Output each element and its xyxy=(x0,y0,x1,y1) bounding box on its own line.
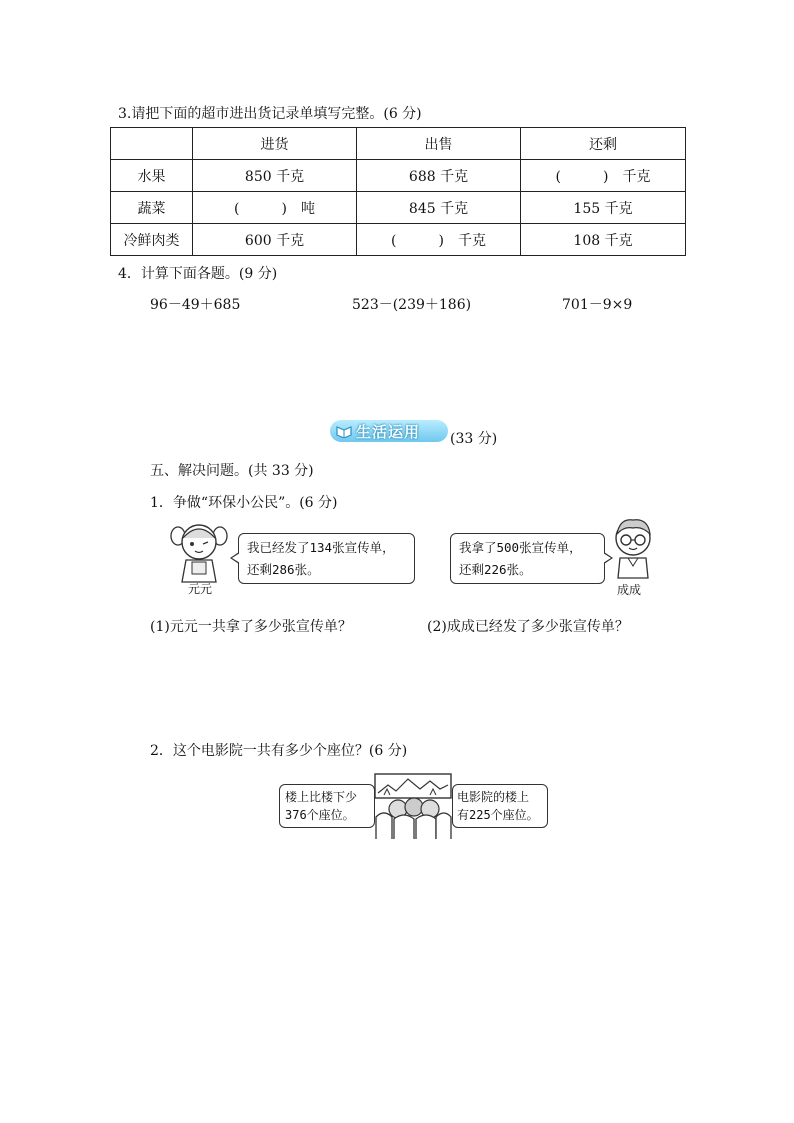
expression-2: 523－(239＋186) xyxy=(352,297,472,313)
book-icon xyxy=(336,424,352,438)
table-cell: 850 千克 xyxy=(193,160,357,192)
q4-title: 4．计算下面各题。(9 分) xyxy=(118,266,278,282)
section-heading: 五、解决问题。(共 33 分) xyxy=(150,463,314,479)
table-header-cell: 还剩 xyxy=(521,128,686,160)
speech-line: 我已经发了134张宣传单， xyxy=(247,540,395,555)
table-header-cell: 出售 xyxy=(357,128,521,160)
girl-illustration xyxy=(168,520,230,586)
speech-line: 还剩286张。 xyxy=(247,562,320,577)
speech-line: 376个座位。 xyxy=(285,808,355,822)
cinema-illustration xyxy=(374,773,452,839)
speech-line: 我拿了500张宣传单， xyxy=(459,540,582,555)
girl-name: 元元 xyxy=(188,582,213,596)
right-speech-bubble xyxy=(452,784,548,828)
table-cell-blank[interactable]: ( ) 千克 xyxy=(521,160,686,192)
table-row xyxy=(111,224,686,256)
table-cell: 水果 xyxy=(111,160,193,192)
speech-line: 电影院的楼上 xyxy=(457,790,530,804)
section-score: (33 分) xyxy=(450,431,498,447)
table-header-cell xyxy=(111,128,193,160)
table-cell: 600 千克 xyxy=(193,224,357,256)
table-cell: 688 千克 xyxy=(357,160,521,192)
sub-question-1: (1)元元一共拿了多少张宣传单？ xyxy=(150,619,352,635)
q3-title: 3.请把下面的超市进出货记录单填写完整。(6 分) xyxy=(118,106,422,122)
speech-line: 楼上比楼下少 xyxy=(285,790,358,804)
expression-3: 701－9×9 xyxy=(562,297,633,313)
table-cell: 108 千克 xyxy=(521,224,686,256)
table-cell: 845 千克 xyxy=(357,192,521,224)
table-row xyxy=(111,160,686,192)
boy-speech-bubble xyxy=(450,533,605,584)
expression-1: 96－49＋685 xyxy=(150,297,241,313)
speech-line: 有225个座位。 xyxy=(457,808,539,822)
section-banner xyxy=(330,420,448,442)
table-cell: 蔬菜 xyxy=(111,192,193,224)
table-cell: 冷鲜肉类 xyxy=(111,224,193,256)
table-cell-blank[interactable]: ( ) 吨 xyxy=(193,192,357,224)
table-cell-blank[interactable]: ( ) 千克 xyxy=(357,224,521,256)
boy-illustration xyxy=(608,516,658,580)
table-row xyxy=(111,192,686,224)
left-speech-bubble xyxy=(279,784,375,828)
speech-line: 还剩226张。 xyxy=(459,562,532,577)
table-header-row xyxy=(111,128,686,160)
sub-question-2: (2)成成已经发了多少张宣传单？ xyxy=(427,619,629,635)
banner-label: 生活运用 xyxy=(356,423,421,441)
problem2-title: 2．这个电影院一共有多少个座位？(6 分) xyxy=(150,743,408,759)
table-cell: 155 千克 xyxy=(521,192,686,224)
table-header-cell: 进货 xyxy=(193,128,357,160)
girl-speech-bubble xyxy=(238,533,415,584)
stock-record-table xyxy=(110,127,686,256)
boy-name: 成成 xyxy=(617,583,642,597)
problem1-title: 1．争做“环保小公民”。(6 分) xyxy=(150,495,338,511)
